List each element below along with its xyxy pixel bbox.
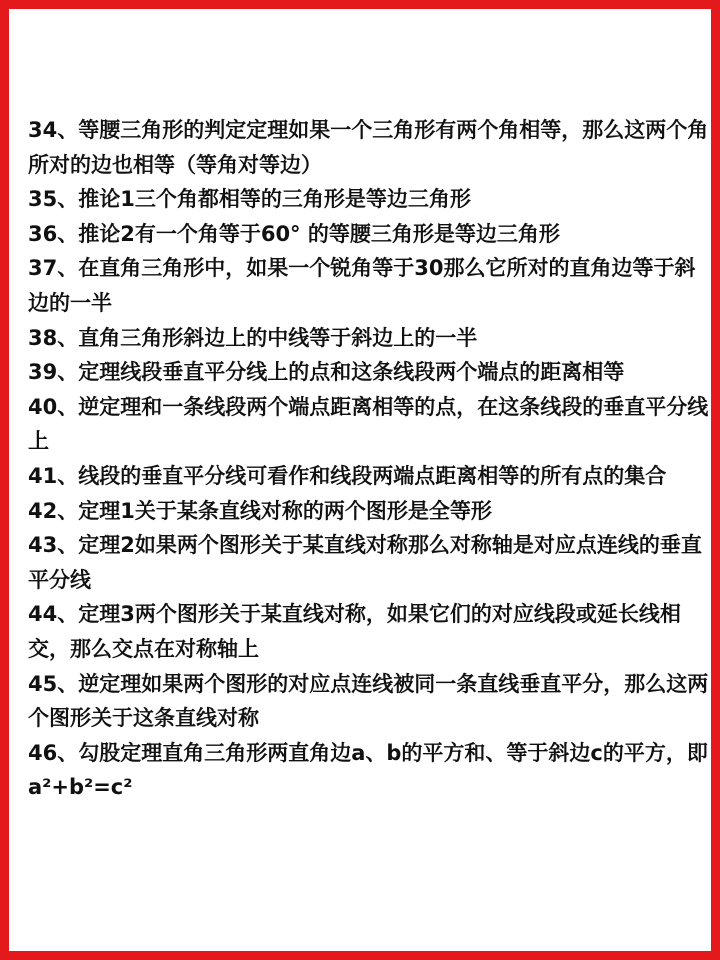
theorem-item-35: 35、推论1三个角都相等的三角形是等边三角形	[28, 187, 471, 212]
theorem-item-38: 38、直角三角形斜边上的中线等于斜边上的一半	[28, 325, 478, 350]
theorem-item-43: 43、定理2如果两个图形关于某直线对称那么对称轴是对应点连线的垂直平分线	[28, 533, 702, 592]
theorem-item-39: 39、定理线段垂直平分线上的点和这条线段两个端点的距离相等	[28, 360, 625, 385]
theorem-list	[28, 113, 714, 805]
theorem-item-41: 41、线段的垂直平分线可看作和线段两端点距离相等的所有点的集合	[28, 463, 667, 488]
theorem-item-44: 44、定理3两个图形关于某直线对称，如果它们的对应线段或延长线相交，那么交点在对称轴上	[28, 602, 681, 661]
theorem-item-36: 36、推论2有一个角等于60° 的等腰三角形是等边三角形	[28, 221, 560, 246]
theorem-item-37: 37、在直角三角形中，如果一个锐角等于30那么它所对的直角边等于斜边的一半	[28, 256, 696, 315]
theorem-item-46: 46、勾股定理直角三角形两直角边a、b的平方和、等于斜边c的平方，即a²+b²=c²	[28, 740, 708, 800]
theorem-item-40: 40、逆定理和一条线段两个端点距离相等的点，在这条线段的垂直平分线上	[28, 394, 709, 454]
theorem-item-34: 34、等腰三角形的判定定理如果一个三角形有两个角相等，那么这两个角所对的边也相等（等角对等边）	[28, 118, 709, 177]
theorem-item-42: 42、定理1关于某条直线对称的两个图形是全等形	[28, 498, 492, 523]
theorem-item-45: 45、逆定理如果两个图形的对应点连线被同一条直线垂直平分，那么这两个图形关于这条直线对称	[28, 671, 709, 731]
